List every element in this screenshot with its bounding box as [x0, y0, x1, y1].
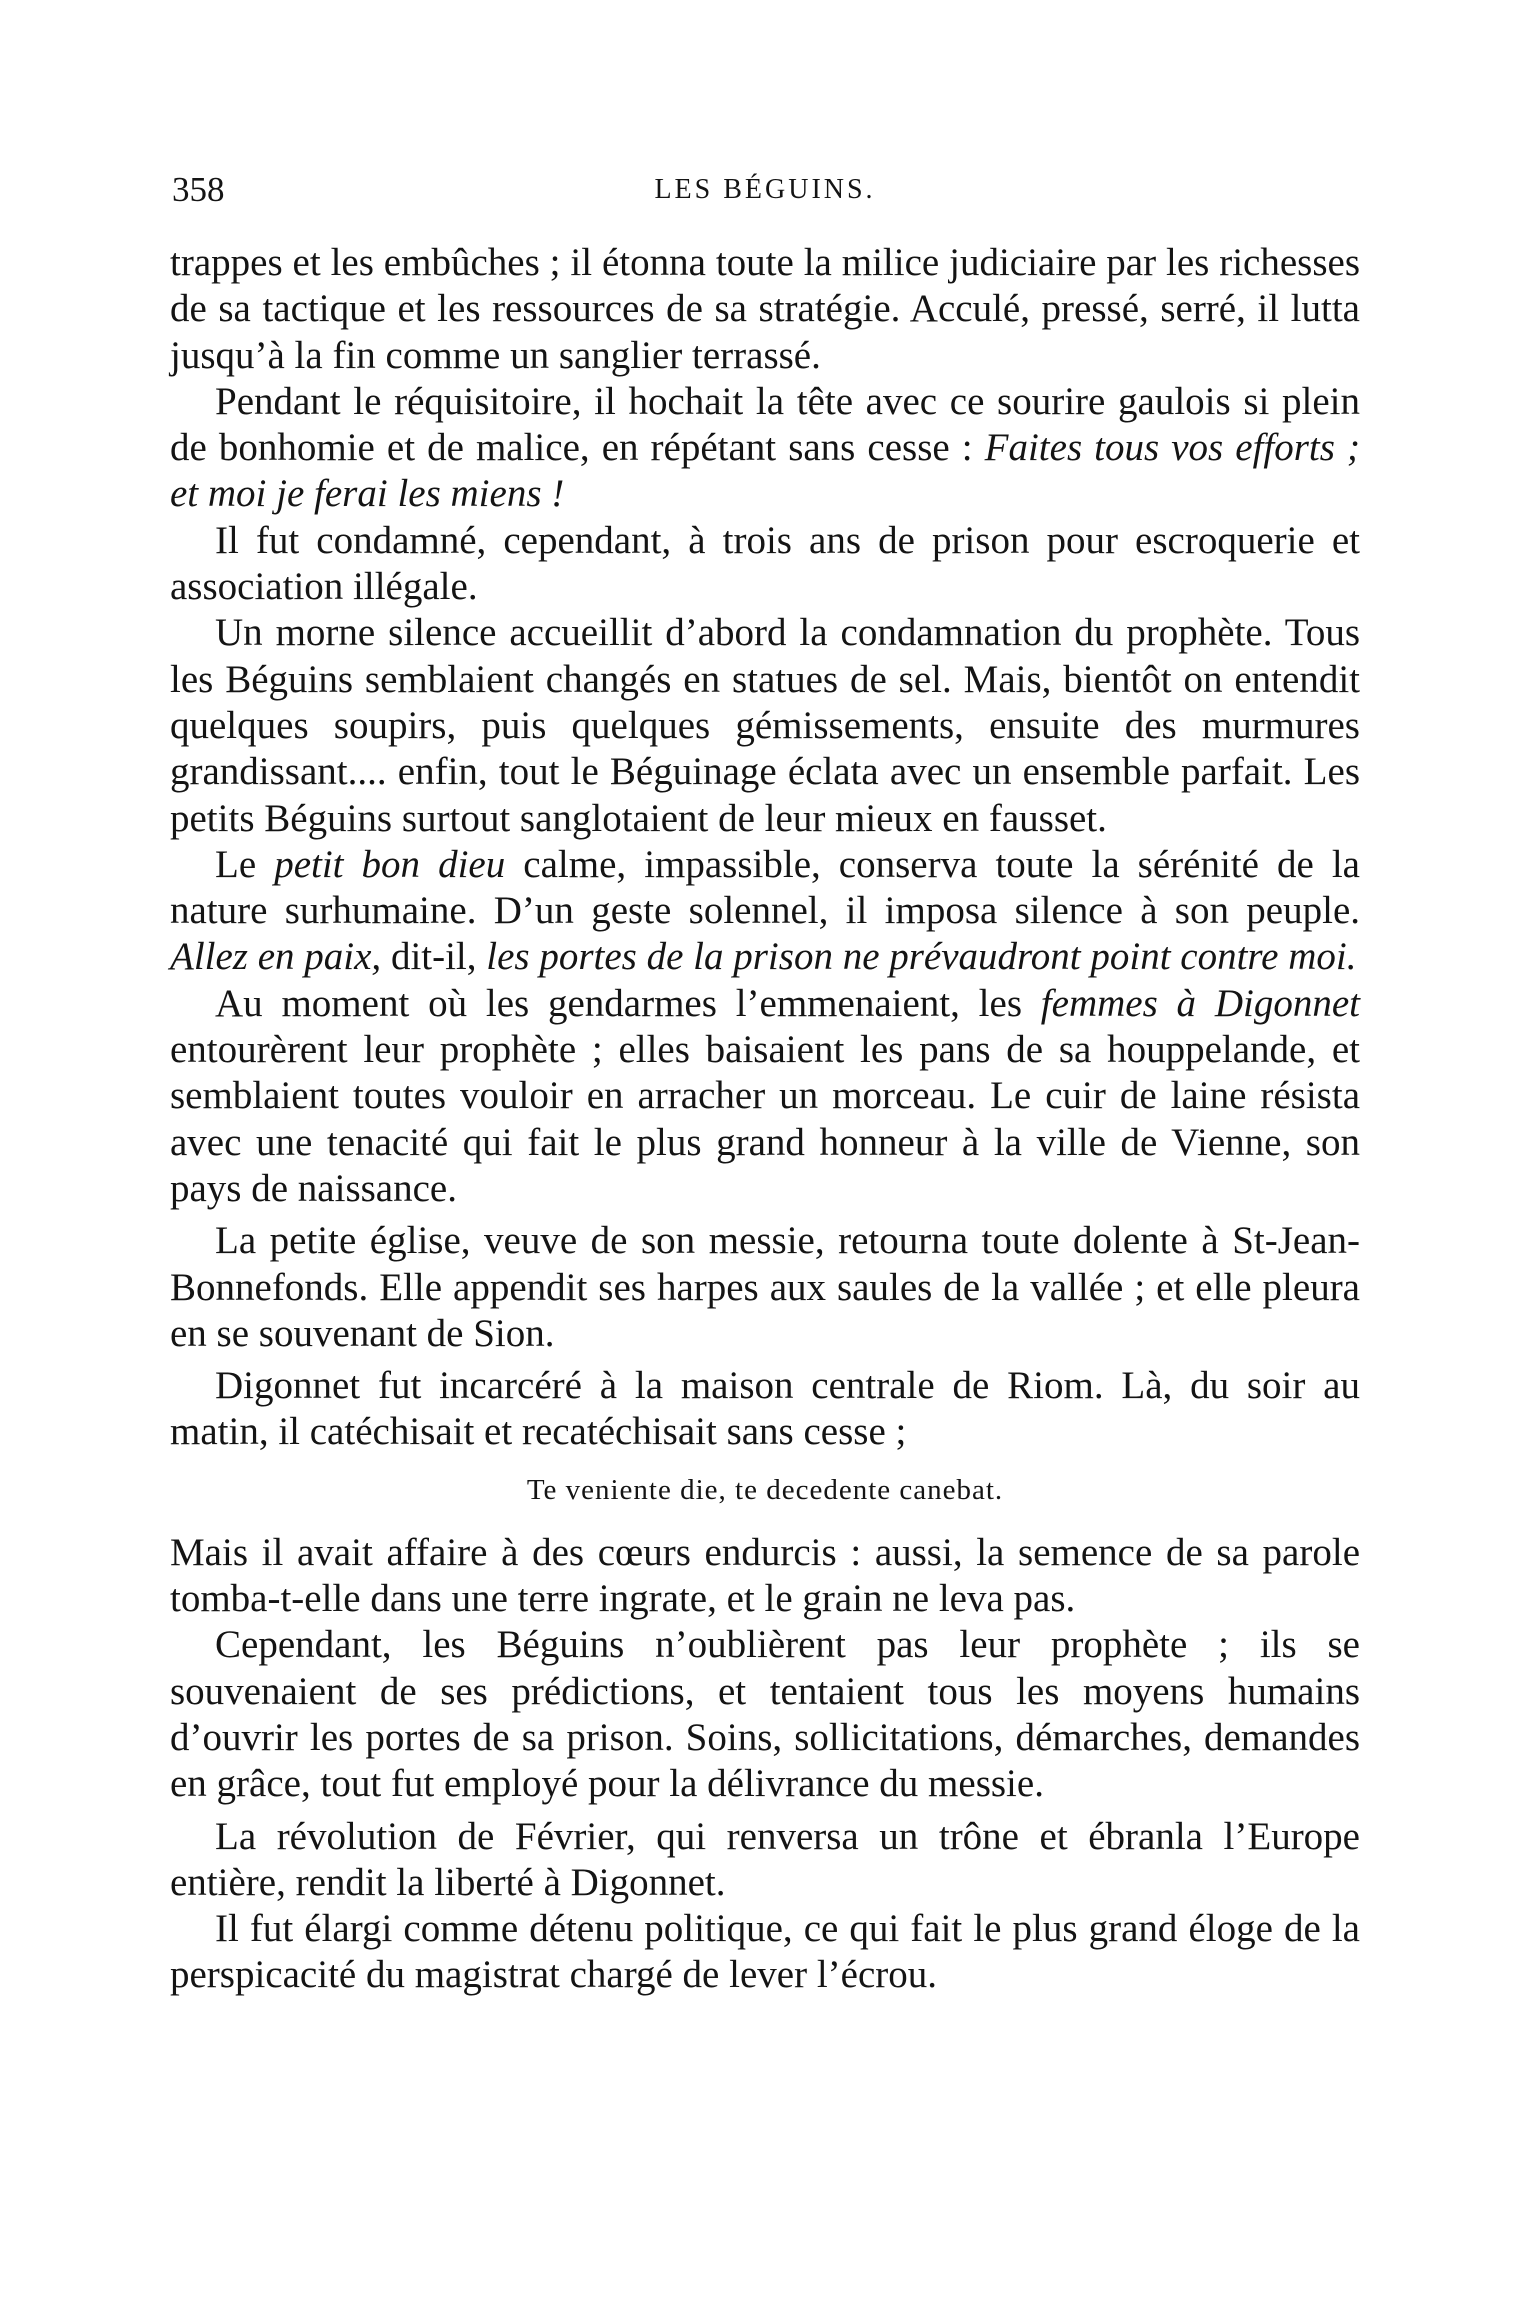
paragraph: Pendant le réquisitoire, il hochait la tête avec ce sourire gaulois si plein de bonhomie et de malice, en répétant sans cesse : Faites tous vos efforts ; et moi je ferai les miens ! [170, 379, 1360, 516]
paragraph: Il fut condamné, cependant, à trois ans de prison pour escroquerie et association illégale. [170, 518, 1360, 609]
book-page [170, 170, 1360, 2170]
paragraph: trappes et les embûches ; il étonna toute la milice judiciaire par les richesses de sa tactique et les ressources de sa stratégie. Acculé, pressé, serré, il lutta jusqu’à la fin comme un sanglier terrassé. [170, 241, 1360, 377]
paragraph: Un morne silence accueillit d’abord la condamnation du prophète. Tous les Béguins semblaient changés en statues de sel. Mais, bientôt on entendit quelques soupirs, puis quelques gémissements, ensuite des murmures grandissant.... enfin, tout le Béguinage éclata avec un ensemble parfait. Les petits Béguins surtout sanglotaient de leur mieux en fausset. [170, 611, 1360, 840]
page-header [170, 170, 1360, 230]
paragraph: Au moment où les gendarmes l’emmenaient, les femmes à Digonnet entourèrent leur prophète ; elles baisaient les pans de sa houppelande, et semblaient toutes vouloir en arracher un morceau. Le cuir de laine résista avec une tenacité qui fait le plus grand honneur à la ville de Vienne, son pays de naissance. [170, 981, 1360, 1210]
paragraph: La petite église, veuve de son messie, retourna toute dolente à St-Jean-Bonnefonds. Elle appendit ses harpes aux saules de la vallée ; et elle pleura en se souvenant de Sion. [170, 1219, 1360, 1355]
paragraph: Le petit bon dieu calme, impassible, conserva toute la sérénité de la nature surhumaine. D’un geste solennel, il imposa silence à son peuple. Allez en paix, dit-il, les portes de la prison ne prévaudront point contre moi. [170, 842, 1360, 979]
paragraph: Digonnet fut incarcéré à la maison centrale de Riom. Là, du soir au matin, il catéchisait et recatéchisait sans cesse ; [170, 1364, 1360, 1454]
paragraph: Mais il avait affaire à des cœurs endurcis : aussi, la semence de sa parole tomba-t-elle dans une terre ingrate, et le grain ne leva pas. [170, 1530, 1360, 1621]
latin-quote: Te veniente die, te decedente canebat. [526, 1473, 1004, 1506]
body-text [170, 240, 1360, 1999]
paragraph: Il fut élargi comme détenu politique, ce qui fait le plus grand éloge de la perspicacité du magistrat chargé de lever l’écrou. [170, 1907, 1360, 1997]
running-title: LES BÉGUINS. [654, 174, 876, 205]
paragraph: La révolution de Février, qui renversa un trône et ébranla l’Europe entière, rendit la liberté à Digonnet. [170, 1814, 1360, 1904]
paragraph: Cependant, les Béguins n’oublièrent pas leur prophète ; ils se souvenaient de ses prédictions, et tentaient tous les moyens humains d’ouvrir les portes de sa prison. Soins, sollicitations, démarches, demandes en grâce, tout fut employé pour la délivrance du messie. [170, 1623, 1360, 1806]
page-number: 358 [172, 170, 225, 209]
